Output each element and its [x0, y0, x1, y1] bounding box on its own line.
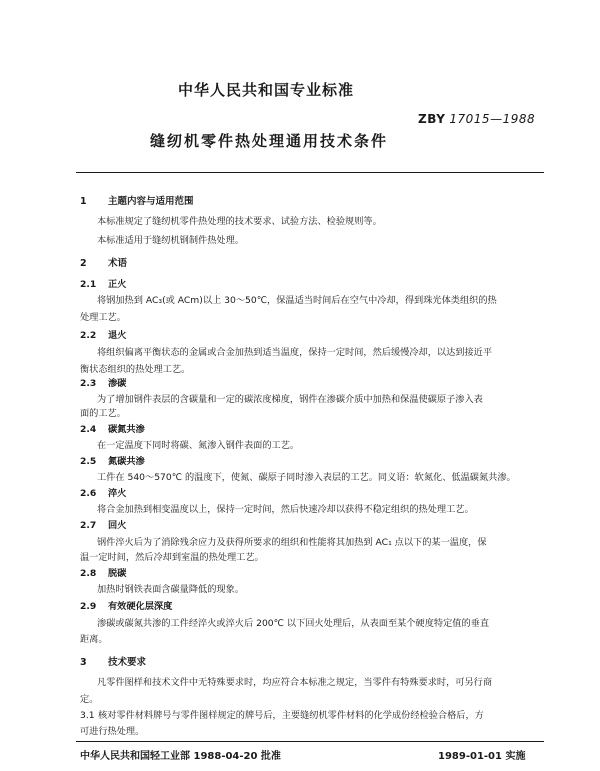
term-2-4-heading: 2.4 碳氮共渗	[80, 424, 145, 435]
section-3-text-line-2: 定。	[80, 694, 99, 705]
term-2-6-text-line-1: 将合金加热到相变温度以上，保持一定时间，然后快速冷却以获得不稳定组织的热处理工艺。	[97, 504, 474, 515]
clause-3-1-text-line-2: 可进行热处理。	[80, 726, 145, 737]
term-2-2-heading: 2.2 退火	[80, 330, 127, 341]
term-2-3-text-line-2: 面的工艺。	[80, 408, 126, 419]
term-2-3-text-line-1: 为了增加钢件表层的含碳量和一定的碳浓度梯度，钢件在渗碳介质中加热和保温使碳原子渗入表	[97, 394, 483, 405]
implementation-date: 1989-01-01 实施	[438, 751, 526, 762]
issuing-authority: 中华人民共和国专业标准	[178, 81, 355, 99]
term-2-3-heading: 2.3 渗碳	[80, 378, 127, 389]
section-1-heading: 1 主题内容与适用范围	[80, 196, 194, 207]
section-3-heading: 3 技术要求	[80, 657, 147, 668]
term-2-2-text-line-2: 衡状态组织的热处理工艺。	[80, 364, 191, 375]
section-3-text-line-1: 凡零件图样和技术文件中无特殊要求时，均应符合本标准之规定，当零件有特殊要求时，可另行商	[97, 677, 493, 688]
section-2-heading: 2 术语	[80, 258, 128, 269]
term-2-5-heading: 2.5 氮碳共渗	[80, 456, 145, 467]
term-2-4-text-line-1: 在一定温度下同时将碳、氮渗入钢件表面的工艺。	[97, 440, 300, 451]
term-2-9-heading: 2.9 有效硬化层深度	[80, 601, 173, 612]
section-1-para-2: 本标准适用于缝纫机钢制件热处理。	[97, 235, 244, 246]
approval-note: 中华人民共和国轻工业部 1988-04-20 批准	[80, 751, 281, 762]
term-2-9-text-line-2: 距离。	[80, 634, 108, 645]
term-2-6-heading: 2.6 淬火	[80, 488, 127, 499]
term-2-1-text-line-1: 将钢加热到 AC₃(或 ACm)以上 30～50℃，保温适当时间后在空气中冷却，得到珠光体类组织的热	[97, 295, 497, 306]
term-2-8-text-line-1: 加热时钢铁表面含碳量降低的现象。	[97, 584, 244, 595]
term-2-1-text-line-2: 处理工艺。	[80, 312, 126, 323]
term-2-8-heading: 2.8 脱碳	[80, 568, 127, 579]
term-2-5-text-line-1: 工件在 540～570℃ 的温度下，使氮、碳原子同时渗入表层的工艺。同义语：软氮化、低温碳氮共渗。	[97, 472, 516, 483]
term-2-7-text-line-2: 温一定时间，然后冷却到室温的热处理工艺。	[80, 552, 264, 563]
term-2-7-heading: 2.7 回火	[80, 520, 127, 531]
section-1-para-1: 本标准规定了缝纫机零件热处理的技术要求、试验方法、检验规则等。	[97, 216, 382, 227]
document-title: 缝纫机零件热处理通用技术条件	[150, 132, 389, 150]
term-2-7-text-line-1: 钢件淬火后为了消除残余应力及获得所要求的组织和性能将其加热到 AC₁ 点以下的某一温度，保	[97, 537, 487, 548]
clause-3-1-text-line-1: 3.1 核对零件材料牌号与零件图样规定的牌号后，主要缝纫机零件材料的化学成份经检验合格后，方	[80, 710, 484, 721]
standard-code-number: 17015—1988	[449, 112, 536, 126]
term-2-9-text-line-1: 渗碳或碳氮共渗的工件经淬火或淬火后 200℃ 以下回火处理后，从表面至某个硬度特定值的垂直	[97, 618, 490, 629]
term-2-2-text-line-1: 将组织偏离平衡状态的金属或合金加热到适当温度，保持一定时间，然后缓慢冷却，以达到接近平	[97, 347, 493, 358]
standard-code-prefix: ZBY	[418, 112, 446, 126]
term-2-1-heading: 2.1 正火	[80, 279, 127, 290]
footer-rule	[76, 741, 544, 742]
